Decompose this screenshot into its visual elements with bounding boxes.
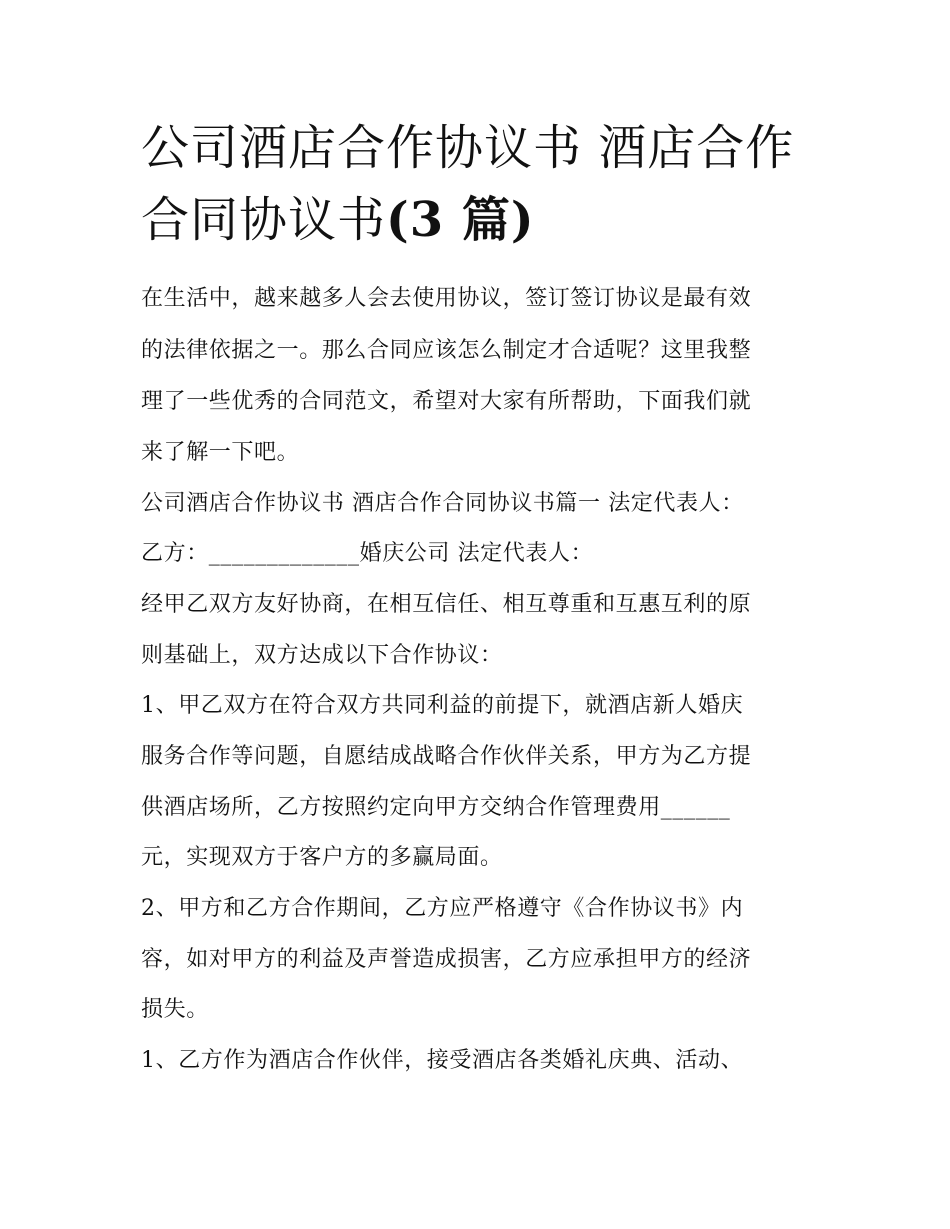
paragraph-line: 则基础上，双方达成以下合作协议： — [141, 643, 503, 668]
title-line-2-count: (3 篇) — [386, 192, 535, 248]
paragraph-line: 来了解一下吧。 — [141, 440, 300, 465]
paragraph-line: 元，实现双方于客户方的多赢局面。 — [141, 845, 503, 870]
paragraph-line: 服务合作等问题，自愿结成战略合作伙伴关系，甲方为乙方提 — [141, 744, 752, 769]
paragraph-line: 经甲乙双方友好协商，在相互信任、相互尊重和互惠互利的原 — [141, 592, 752, 617]
title-line-2: 合同协议书 — [141, 192, 387, 248]
paragraph-line: 乙方：_____________婚庆公司 法定代表人： — [141, 541, 594, 566]
paragraph-line: 的法律依据之一。那么合同应该怎么制定才合适呢？这里我整 — [141, 338, 752, 363]
paragraph-line: 公司酒店合作协议书 酒店合作合同协议书篇一 法定代表人： — [141, 491, 744, 516]
paragraph-line: 容，如对甲方的利益及声誉造成损害，乙方应承担甲方的经济 — [141, 947, 752, 972]
paragraph-line: 1、乙方作为酒店合作伙伴，接受酒店各类婚礼庆典、活动、 — [141, 1048, 744, 1073]
paragraph-line: 1、甲乙双方在符合双方共同利益的前提下，就酒店新人婚庆 — [141, 693, 744, 718]
paragraph-line: 供酒店场所，乙方按照约定向甲方交纳合作管理费用______ — [141, 795, 731, 820]
paragraph-line: 2、甲方和乙方合作期间，乙方应严格遵守《合作协议书》内 — [141, 896, 744, 921]
paragraph-line: 损失。 — [141, 997, 209, 1022]
paragraph-line: 在生活中，越来越多人会去使用协议，签订签订协议是最有效 — [141, 286, 752, 311]
paragraph-line: 理了一些优秀的合同范文，希望对大家有所帮助，下面我们就 — [141, 389, 752, 414]
title-line-1: 公司酒店合作协议书 酒店合作 — [141, 120, 795, 176]
document-title — [141, 112, 821, 256]
